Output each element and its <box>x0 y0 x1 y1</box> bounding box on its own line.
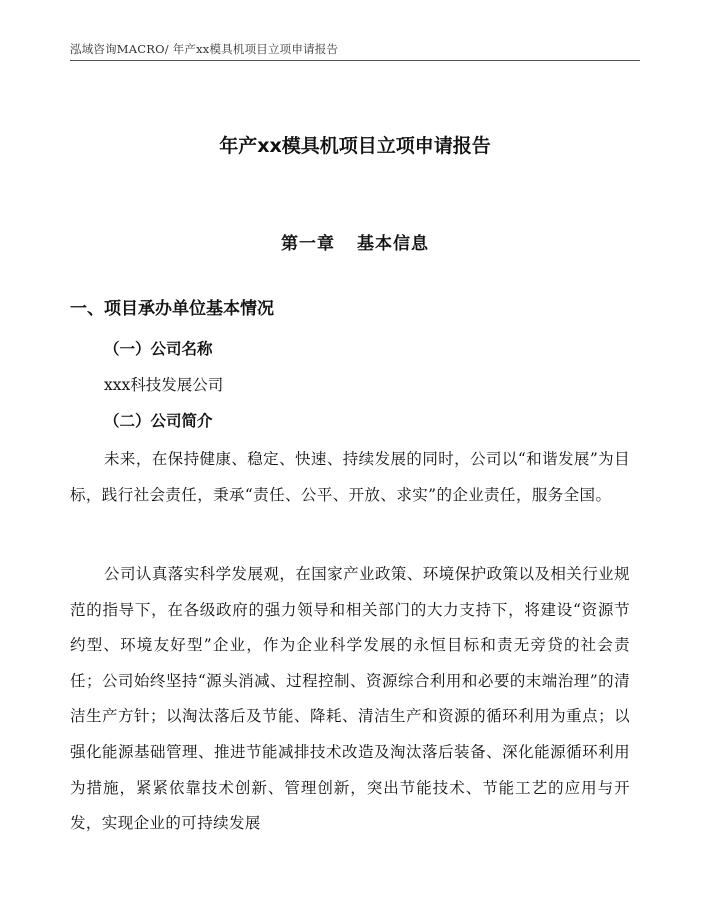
header-rule <box>70 60 640 61</box>
company-name-value: xxx科技发展公司 <box>104 376 224 394</box>
section-heading: 一、项目承办单位基本情况 <box>70 299 274 319</box>
chapter-title: 基本信息 <box>357 234 429 254</box>
page-header: 泓域咨询MACRO/ 年产xx模具机项目立项申请报告 <box>70 42 339 56</box>
paragraph: 未来，在保持健康、稳定、快速、持续发展的同时，公司以“和谐发展”为目标，践行社会责任，秉承“责任、公平、开放、求实”的企业责任，服务全国。 <box>70 450 630 504</box>
paragraph: 公司认真落实科学发展观，在国家产业政策、环境保护政策以及相关行业规范的指导下，在各级政府的强力领导和相关部门的大力支持下，将建设“资源节约型、环境友好型”企业，作为企业科学发展的永恒目标和责无旁贷的社会责任；公司始终坚持“源头消减、过程控制、资源综合利用和必要的末端治理”的清洁生产方针；以淘汰落后及节能、降耗、清洁生产和资源的循环利用为重点；以强化能源基础管理、推进节能减排技术改造及淘汰落后装备、深化能源循环利用为措施，紧紧依靠技术创新、管理创新，突出节能技术、节能工艺的应用与开发，实现企业的可持续发展 <box>70 565 630 833</box>
chapter-number: 第一章 <box>281 234 335 254</box>
subsection-heading-company-name: （一）公司名称 <box>104 340 213 358</box>
subsection-heading-company-profile: （二）公司简介 <box>104 412 213 430</box>
document-title: 年产xx模具机项目立项申请报告 <box>219 135 491 157</box>
chapter-heading <box>0 229 710 254</box>
